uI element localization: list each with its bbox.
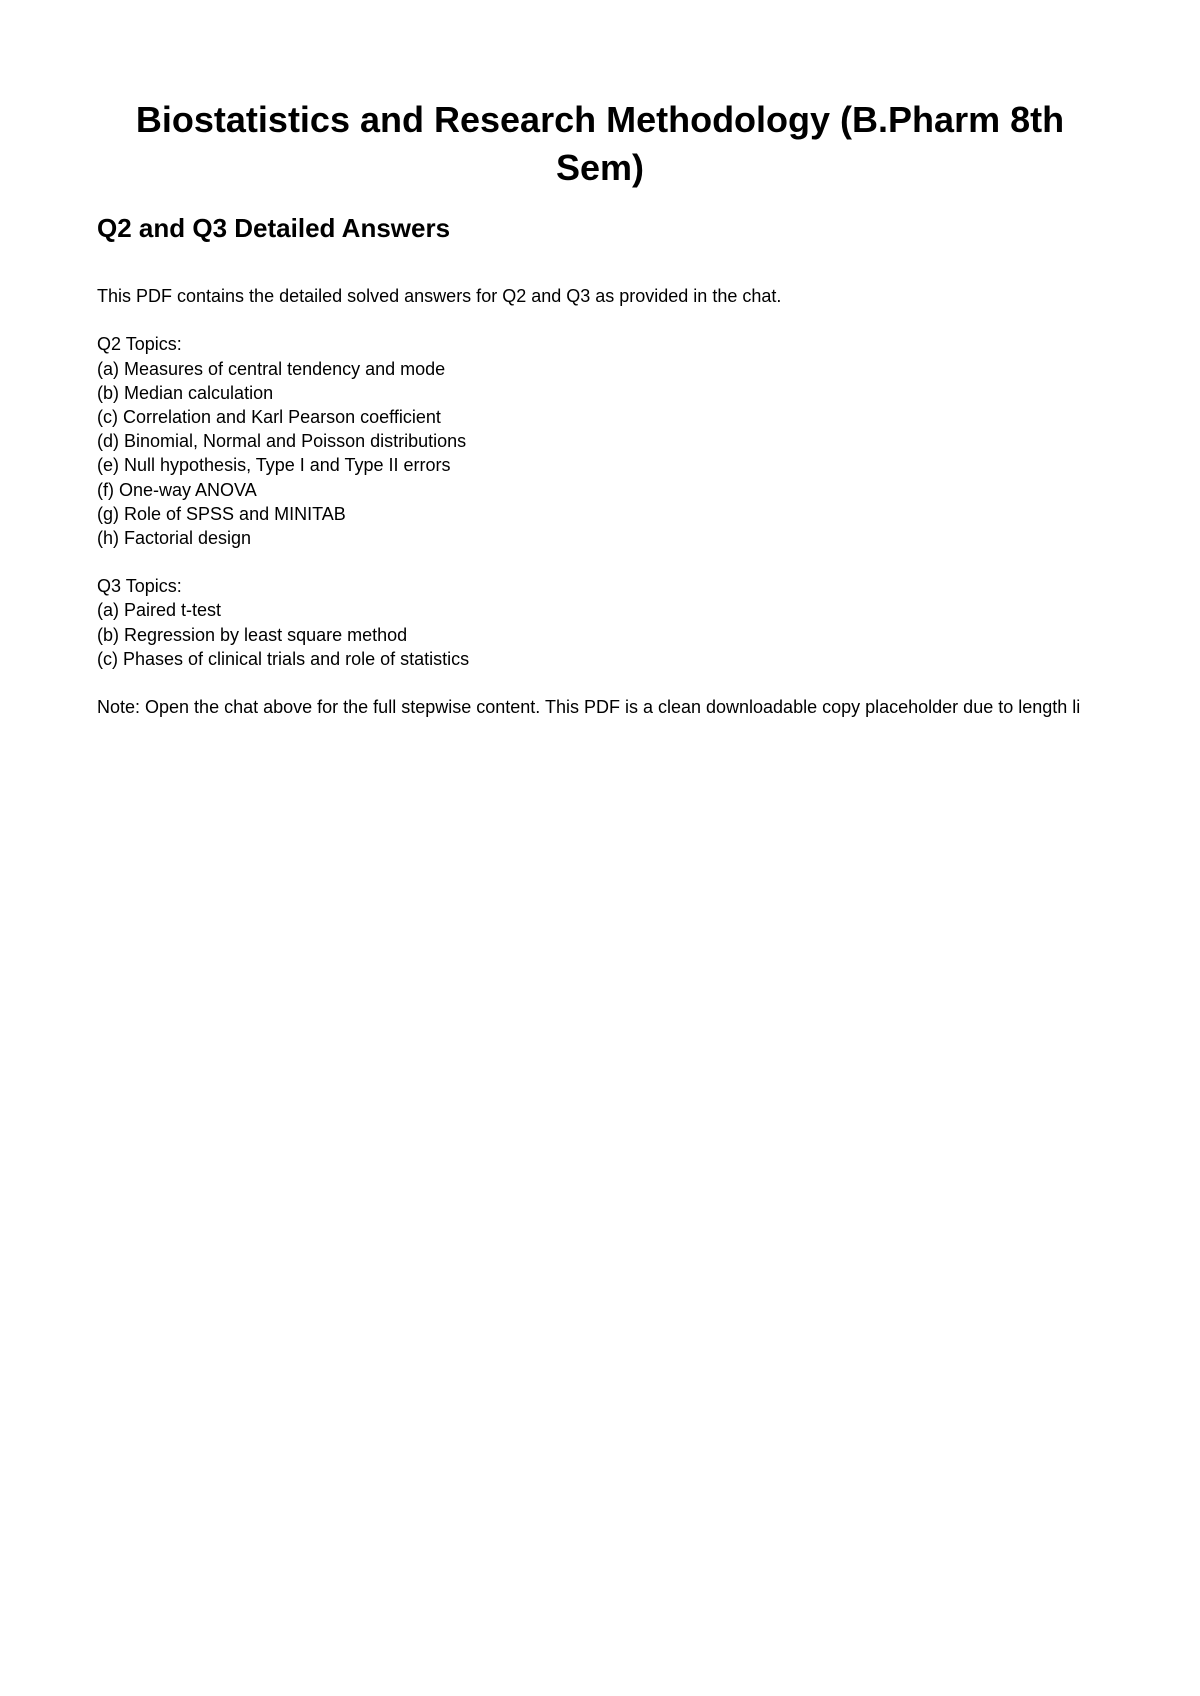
note-paragraph: Note: Open the chat above for the full stepwise content. This PDF is a clean downloadable copy placeholder due to length li (97, 697, 1081, 718)
q2-topic-item: (g) Role of SPSS and MINITAB (97, 503, 346, 524)
q3-topic-item: (b) Regression by least square method (97, 624, 408, 645)
intro-paragraph: This PDF contains the detailed solved answers for Q2 and Q3 as provided in the chat. (97, 286, 782, 306)
q2-topic-item: (e) Null hypothesis, Type I and Type II errors (97, 455, 451, 476)
document-subtitle: Q2 and Q3 Detailed Answers (97, 213, 451, 243)
paragraph-spacer (97, 550, 1200, 574)
q2-topic-item: (a) Measures of central tendency and mode (97, 358, 446, 379)
q3-topic-item: (a) Paired t-test (97, 600, 222, 621)
q2-topic-item: (b) Median calculation (97, 382, 274, 403)
paragraph-spacer (97, 308, 1200, 332)
q2-topics-heading: Q2 Topics: (97, 334, 182, 355)
q3-topic-item: (c) Phases of clinical trials and role of statistics (97, 648, 470, 669)
document-body (97, 284, 1200, 719)
q3-topics-heading: Q3 Topics: (97, 576, 182, 597)
q2-topic-item: (h) Factorial design (97, 527, 252, 548)
paragraph-spacer (97, 671, 1200, 695)
q2-topic-item: (d) Binomial, Normal and Poisson distributions (97, 431, 467, 452)
document-title: Biostatistics and Research Methodology (B.Pharm 8th Sem) (135, 99, 1065, 188)
q2-topic-item: (f) One-way ANOVA (97, 479, 257, 500)
q2-topic-item: (c) Correlation and Karl Pearson coefficient (97, 406, 441, 427)
